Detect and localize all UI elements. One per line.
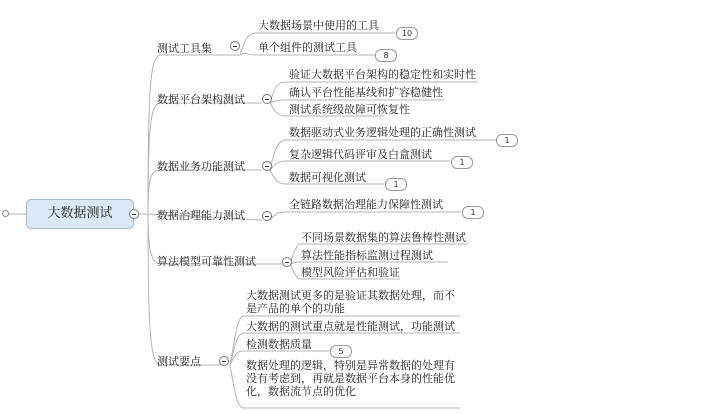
node-governance-assurance[interactable]: 全链路数据治理能力保障性测试	[289, 198, 443, 211]
node-architecture-stability[interactable]: 验证大数据平台架构的稳定性和实时性	[289, 68, 476, 81]
count-badge[interactable]: 1	[451, 156, 473, 169]
node-algorithm-robustness[interactable]: 不同场景数据集的算法鲁棒性测试	[301, 231, 466, 244]
left-collapse-toggle[interactable]	[2, 210, 9, 217]
node-business-logic[interactable]: 数据驱动式业务逻辑处理的正确性测试	[289, 126, 476, 139]
branch-test-key-points-toggle[interactable]	[219, 356, 229, 366]
count-badge[interactable]: 8	[375, 49, 397, 62]
count-badge[interactable]: 5	[330, 345, 352, 358]
count-badge[interactable]: 1	[496, 134, 518, 147]
node-fault-recovery[interactable]: 测试系统级故障可恢复性	[289, 103, 410, 116]
node-verify-data-processing[interactable]: 大数据测试更多的是验证其数据处理，而不是产品的单个的功能	[246, 289, 455, 315]
node-performance-baseline[interactable]: 确认平台性能基线和扩容稳健性	[289, 86, 443, 99]
node-bigdata-tools[interactable]: 大数据场景中使用的工具	[258, 19, 379, 32]
branch-business-function-toggle[interactable]	[262, 161, 272, 171]
root-node[interactable]: 大数据测试	[26, 199, 134, 229]
node-component-tools[interactable]: 单个组件的测试工具	[258, 41, 357, 54]
node-data-quality[interactable]: 检测数据质量	[246, 338, 312, 351]
branch-test-key-points[interactable]: 测试要点	[157, 355, 201, 368]
node-code-review[interactable]: 复杂逻辑代码评审及白盒测试	[289, 148, 432, 161]
branch-platform-architecture-toggle[interactable]	[262, 94, 272, 104]
node-visualization[interactable]: 数据可视化测试	[289, 171, 366, 184]
branch-platform-architecture[interactable]: 数据平台架构测试	[157, 93, 245, 106]
node-processing-logic[interactable]: 数据处理的逻辑，特别是异常数据的处理有没有考虑到，再就是数据平台本身的性能优化，数据流节点的优化	[246, 359, 455, 398]
node-algorithm-metrics[interactable]: 算法性能指标监测过程测试	[301, 249, 433, 262]
branch-business-function[interactable]: 数据业务功能测试	[157, 160, 245, 173]
branch-test-tools[interactable]: 测试工具集	[157, 42, 212, 55]
branch-test-tools-toggle[interactable]	[230, 41, 240, 51]
root-collapse-toggle[interactable]	[129, 209, 139, 219]
branch-data-governance[interactable]: 数据治理能力测试	[157, 209, 245, 222]
node-model-risk[interactable]: 模型风险评估和验证	[301, 266, 400, 279]
branch-algorithm-model-toggle[interactable]	[282, 257, 292, 267]
branch-data-governance-toggle[interactable]	[262, 211, 272, 221]
count-badge[interactable]: 1	[385, 178, 407, 191]
count-badge[interactable]: 1	[462, 206, 484, 219]
count-badge[interactable]: 10	[396, 27, 418, 40]
branch-algorithm-model[interactable]: 算法模型可靠性测试	[157, 255, 256, 268]
node-performance-focus[interactable]: 大数据的测试重点就是性能测试，功能测试	[246, 320, 455, 333]
